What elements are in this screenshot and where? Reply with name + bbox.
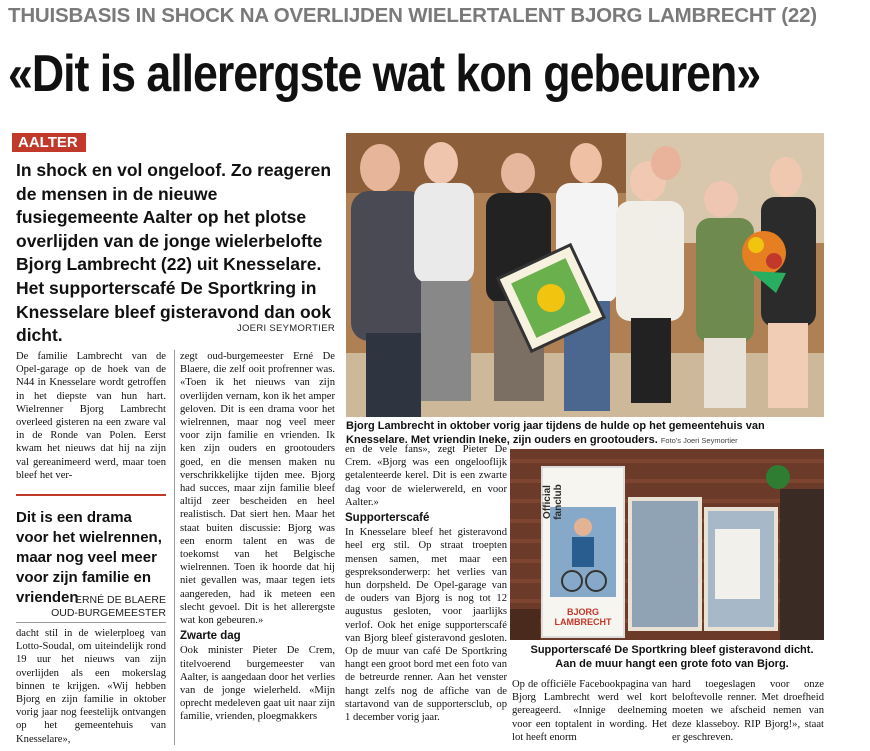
location-tag: AALTER <box>12 133 86 152</box>
photo-hulde <box>346 133 824 417</box>
quote-rule-top <box>16 494 166 496</box>
photo-hulde-illustration <box>346 133 824 417</box>
body-column-3b-text: In Knesselare bleef het gisteravond heel erg stil. Op straat troepten mensen samen, met maar een gespreksonderwerp: het verlies van hun dorpsheld. De Opel-garage van de ouders van Bjorg is nog tot 12 augustus gesloten, voor jaarlijks verlof. Ook het enige supporterscafé van Bjorg bleef gisteravond gesloten. Op de muur van café De Sportkring hangt een groot bord met een foto van de betreurde renner. Aan het venster hangt zelfs nog de affiche van de startavond van de supportersclub, op 1 december vorig jaar. <box>345 527 507 724</box>
photo-supporterscafe <box>510 449 824 640</box>
cafe-sign-top: Official fanclub <box>542 484 564 520</box>
cafe-sign-name: BJORG LAMBRECHT <box>554 607 612 627</box>
body-column-2 <box>180 350 335 724</box>
body-column-3 <box>345 443 507 724</box>
body-column-2-text: zegt oud-burgemeester Erné De Blaere, die zelf ooit profrenner was. «Toen ik het nieuws van zijn overlijden vernam, kon ik het amper geloven. Dit is een drama voor het wielrennen, maar nog veel meer voor zijn familie en vrienden. Ik ken zijn ouders en grootouders goed, en die mensen maken nu verschrikkelijke tijden mee. Bjorg had succes, maar zijn familie bleef altijd zeer bescheiden en heel realistisch. Dat siert hen. Maar het staat buiten discussie: Bjorg was een enorm talent en was de toekomst van het Belgische wielrennen. Toen ik hoorde dat hij niet gevallen was, maar tegen iets aangereden, had ik meteen een slecht gevoel. Dit is het allerergste wat kon gebeuren.» <box>180 351 335 627</box>
caption-1-text: Bjorg Lambrecht in oktober vorig jaar tijdens de hulde op het gemeentehuis van Knesselare. Met vriendin Ineke, zijn ouders en grootouders. <box>346 420 765 446</box>
pull-quote: Dit is een drama voor het wielrennen, maar nog veel meer voor zijn familie en vrienden <box>16 509 162 606</box>
photo-credit: Foto's Joeri Seymortier <box>660 436 738 445</box>
body-column-2b-text: Ook minister Pieter De Crem, titelvoerend burgemeester van Aalter, is aangedaan door het verlies van de jonge wielerheld. «Mijn oprecht medeleven gaat uit naar zijn familie, vrienden, ploegmakkers <box>180 645 335 723</box>
subhead-supporterscafe: Supporterscafé <box>345 512 430 525</box>
pull-quote-author: ERNÉ DE BLAERE OUD-BURGEMEESTER <box>51 594 166 619</box>
body-column-5: hard toegeslagen voor onze beloftevolle renner. Met droefheid moeten we afscheid nemen van deze klasseboy. RIP Bjorg!», staat er geschreven. <box>672 679 824 743</box>
subhead-zwarte-dag: Zwarte dag <box>180 630 241 643</box>
headline: «Dit is allerergste wat kon gebeuren» <box>8 45 761 103</box>
lead-paragraph: In shock en vol ongeloof. Zo reageren de mensen in de nieuwe fusiegemeente Aalter op het plotse overlijden van de jonge wielerbelofte Bjorg Lambrecht (22) uit Knesselare. Het supporterscafé De Sportkring in Knesselare bleef gisteravond dan ook dicht. <box>16 160 332 346</box>
kicker: THUISBASIS IN SHOCK NA OVERLIJDEN WIELERTALENT BJORG LAMBRECHT (22) <box>8 4 817 27</box>
quote-rule-bottom <box>16 622 166 623</box>
column-divider <box>174 350 175 745</box>
body-column-1a: De familie Lambrecht van de Opel-garage op de hoek van de N44 in Knesselare wordt getroffen in het diepste van hun hart. Wielrenner Bjorg Lambrecht overleed gisteren na een zware val in de Ronde van Polen. Eerst kwam het nieuws dat hij na zijn val gereanimeerd werd, maar toen bleef het ver- <box>16 351 166 481</box>
body-column-3a-text: en de vele fans», zegt Pieter De Crem. «Bjorg was een ongelooflijk getalenteerde kerel. Dit is een zwarte dag voor de wielerwereld, en voor Aalter.» <box>345 444 507 508</box>
photo-cafe-caption: Supporterscafé De Sportkring bleef gisteravond dicht. Aan de muur hangt een grote foto van Bjorg. <box>530 644 814 670</box>
body-column-4: Op de officiële Facebookpagina van Bjorg Lambrecht werd wel kort gereageerd. «Innige deelneming voor een toptalent in wording. Het lot heeft enorm <box>512 679 667 743</box>
byline: JOERI SEYMORTIER <box>236 323 335 334</box>
body-column-1b: dacht stil in de wielerploeg van Lotto-Soudal, om uiteindelijk rond 19 uur het nieuws van zijn overlijden als een mokerslag binnen te krijgen. «Wij hebben Bjorg en zijn familie in oktober vorig jaar nog feestelijk ontvangen op het gemeentehuis van Knesselare», <box>16 628 166 745</box>
photo-hulde-caption <box>346 419 824 448</box>
